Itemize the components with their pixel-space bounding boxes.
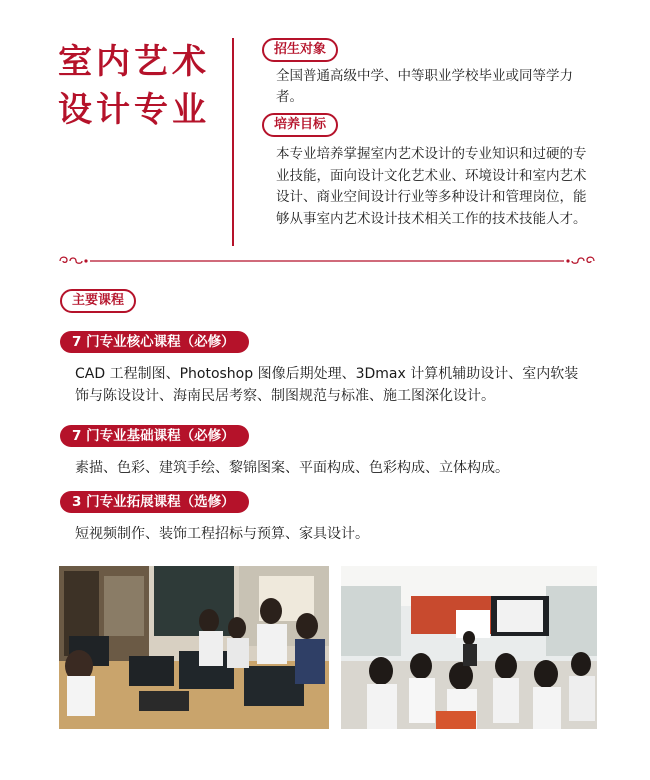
courses-label: 主要课程 — [60, 289, 136, 313]
course-group-2-title: 7 门专业基础课程（必修） — [60, 425, 249, 447]
admission-label: 招生对象 — [262, 38, 338, 62]
course-group-3-text: 短视频制作、装饰工程招标与预算、家具设计。 — [75, 526, 369, 542]
course-group-2-text: 素描、色彩、建筑手绘、黎锦图案、平面构成、色彩构成、立体构成。 — [75, 460, 509, 476]
vertical-divider — [232, 38, 234, 246]
page-title — [58, 38, 223, 134]
course-group-1-text: CAD 工程制图、Photoshop 图像后期处理、3Dmax 计算机辅助设计、室内软装饰与陈设设计、海南民居考察、制图规范与标准、施工图深化设计。 — [75, 366, 579, 404]
title-line-1: 室内艺术 — [58, 42, 210, 82]
ornament-divider — [58, 254, 596, 268]
goal-section — [262, 113, 338, 137]
goal-text: 本专业培养掌握室内艺术设计的专业知识和过硬的专业技能，面向设计文化艺术业、环境设计和室内艺术设计、商业空间设计行业等多种设计和管理岗位，能够从事室内艺术设计技术相关工作的技术技能人才。 — [276, 146, 587, 227]
computer-lab-photo — [59, 566, 329, 729]
goal-label: 培养目标 — [262, 113, 338, 137]
title-line-2: 设计专业 — [58, 90, 210, 130]
course-group-3-title: 3 门专业拓展课程（选修） — [60, 491, 249, 513]
course-group-1-title: 7 门专业核心课程（必修） — [60, 331, 249, 353]
classroom-photo — [341, 566, 597, 729]
admission-text: 全国普通高级中学、中等职业学校毕业或同等学力者。 — [276, 68, 573, 105]
courses-section — [60, 289, 136, 313]
admission-section — [262, 38, 338, 62]
